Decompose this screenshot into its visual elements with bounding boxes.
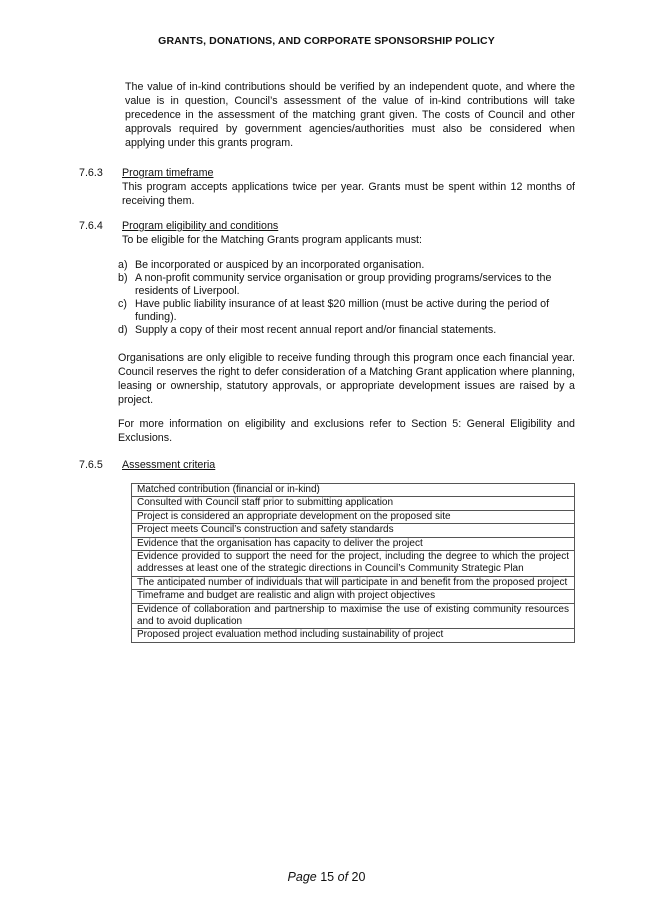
eligibility-paragraph-1: Organisations are only eligible to receive funding through this program once each financial year. Council reserves the right to defer consideration of a Matching Grant application where planning, leasing or ownership, statutory approvals, or appropriate development issues are raised by a project. xyxy=(118,352,575,406)
table-cell: Project is considered an appropriate development on the proposed site xyxy=(132,510,575,523)
section-number-765: 7.6.5 xyxy=(79,459,103,471)
table-row xyxy=(132,510,575,523)
table-cell: Consulted with Council staff prior to submitting application xyxy=(132,497,575,510)
table-cell: Timeframe and budget are realistic and align with project objectives xyxy=(132,590,575,603)
table-row xyxy=(132,603,575,629)
section-heading-763: Program timeframe xyxy=(122,167,214,179)
list-item xyxy=(118,272,575,298)
section-number-763: 7.6.3 xyxy=(79,167,103,179)
footer-total-pages: 20 xyxy=(351,870,366,884)
table-cell: Project meets Council’s construction and safety standards xyxy=(132,524,575,537)
table-row xyxy=(132,524,575,537)
list-marker: a) xyxy=(118,259,128,271)
list-item-text: Supply a copy of their most recent annual report and/or financial statements. xyxy=(135,324,497,336)
footer-of-word: of xyxy=(337,870,349,884)
page-footer xyxy=(0,870,653,884)
table-row xyxy=(132,537,575,550)
list-marker: b) xyxy=(118,272,128,284)
list-item-text: A non-profit community service organisation or group providing programs/services to the residents of Liverpool. xyxy=(135,272,552,297)
list-item xyxy=(118,259,575,272)
table-cell: The anticipated number of individuals that will participate in and benefit from the proposed project xyxy=(132,576,575,589)
list-item-text: Be incorporated or auspiced by an incorporated organisation. xyxy=(135,259,425,271)
section-heading-764: Program eligibility and conditions xyxy=(122,220,279,232)
assessment-criteria-table xyxy=(131,483,575,643)
table-cell: Proposed project evaluation method including sustainability of project xyxy=(132,629,575,642)
table-row xyxy=(132,484,575,497)
table-row xyxy=(132,590,575,603)
eligibility-paragraph-2: For more information on eligibility and exclusions refer to Section 5: General Eligibility and Exclusions. xyxy=(118,418,575,444)
table-row xyxy=(132,629,575,642)
table-cell: Evidence of collaboration and partnership to maximise the use of existing community resources and to avoid duplication xyxy=(132,603,575,629)
intro-paragraph: The value of in-kind contributions should be verified by an independent quote, and where the value is in question, Council’s assessment of the value of in-kind contributions will take precedence in the assessment of the matching grant given. The costs of Council and other approvals required by government agencies/authorities must also be considered when applying under this grants program. xyxy=(125,81,575,149)
list-marker: c) xyxy=(118,298,127,310)
table-cell: Evidence provided to support the need for the project, including the degree to which the project addresses at least one of the strategic directions in Council’s Community Strategic Plan xyxy=(132,551,575,577)
list-item xyxy=(118,324,575,337)
footer-current-page: 15 xyxy=(320,870,335,884)
table-row xyxy=(132,497,575,510)
page-header-title: GRANTS, DONATIONS, AND CORPORATE SPONSORSHIP POLICY xyxy=(158,35,495,47)
list-item-text: Have public liability insurance of at least $20 million (must be active during the period of funding). xyxy=(135,298,550,323)
list-item xyxy=(118,298,575,324)
table-row xyxy=(132,551,575,577)
table-cell: Matched contribution (financial or in-kind) xyxy=(132,484,575,497)
table-row xyxy=(132,576,575,589)
section-text-763: This program accepts applications twice per year. Grants must be spent within 12 months of receiving them. xyxy=(122,181,575,207)
footer-page-word: Page xyxy=(287,870,317,884)
list-marker: d) xyxy=(118,324,128,336)
table-cell: Evidence that the organisation has capacity to deliver the project xyxy=(132,537,575,550)
section-intro-764: To be eligible for the Matching Grants program applicants must: xyxy=(122,234,422,246)
section-number-764: 7.6.4 xyxy=(79,220,103,232)
eligibility-list xyxy=(118,259,575,337)
section-heading-765: Assessment criteria xyxy=(122,459,216,471)
